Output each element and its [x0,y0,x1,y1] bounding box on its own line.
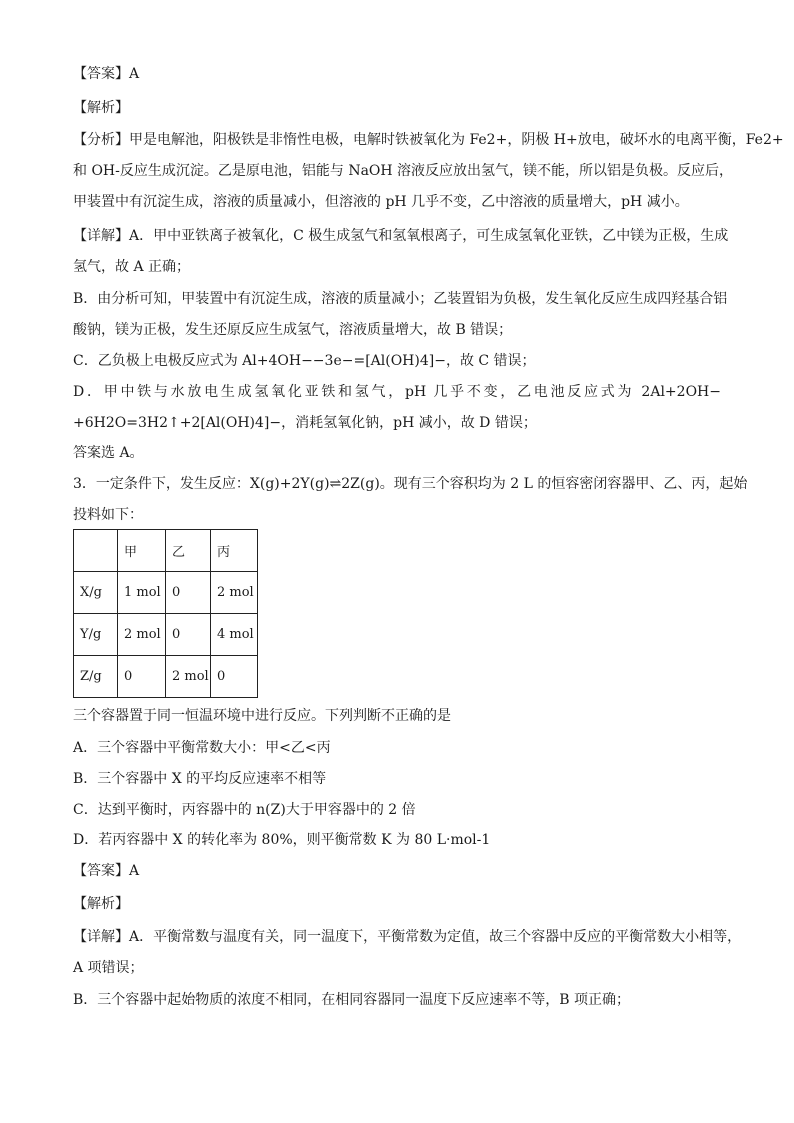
table-cell: 2 mol [166,656,211,698]
analysis-heading: 【解析】 [73,100,129,116]
detail-line-b: 酸钠，镁为正极，发生还原反应生成氢气，溶液质量增大，故 B 错误； [73,322,513,338]
answer-label: 【答案】A [73,863,140,879]
table-cell: 0 [166,614,211,656]
question-3-stem: 投料如下： [73,507,143,523]
table-header-cell: 甲 [118,530,166,572]
question-3-stem: 3．一定条件下，发生反应：X(g)+2Y(g)⇌2Z(g)。现有三个容积均为 2 L 的恒容密闭容器甲、乙、丙，起始 [73,476,748,492]
option-b: B．三个容器中 X 的平均反应速率不相等 [73,771,327,787]
option-d: D．若丙容器中 X 的转化率为 80%，则平衡常数 K 为 80 L·mol-1 [73,832,491,848]
analysis-line: 甲装置中有沉淀生成，溶液的质量减小，但溶液的 pH 几乎不变，乙中溶液的质量增大，pH 减小。 [73,194,689,210]
question-3-condition: 三个容器置于同一恒温环境中进行反应。下列判断不正确的是 [73,708,451,724]
detail-line-c: C．乙负极上电极反应式为 Al+4OH−−3e−=[Al(OH)4]−，故 C 错误； [73,353,536,369]
detail-line-b: B．由分析可知，甲装置中有沉淀生成，溶液的质量减小；乙装置铝为负极，发生氧化反应生成四羟基合铝 [73,291,728,307]
detail-line-b: B．三个容器中起始物质的浓度不相同，在相同容器同一温度下反应速率不等，B 项正确； [73,992,631,1008]
table-cell: Y/g [74,614,118,656]
option-a: A．三个容器中平衡常数大小：甲<乙<丙 [73,740,331,756]
option-c: C．达到平衡时，丙容器中的 n(Z)大于甲容器中的 2 倍 [73,802,416,818]
detail-line: 【详解】A．甲中亚铁离子被氧化，C 极生成氢气和氢氧根离子，可生成氢氧化亚铁，乙中镁为正极，生成 [73,228,729,244]
table-header-cell: 乙 [166,530,211,572]
table-cell: 2 mol [211,572,258,614]
table-cell: 1 mol [118,572,166,614]
analysis-heading: 【解析】 [73,896,129,912]
detail-line-a: A 项错误； [73,960,144,976]
table-header-row [74,530,258,572]
detail-line-d: D．甲中铁与水放电生成氢氧化亚铁和氢气，pH 几乎不变，乙电池反应式为 2Al+2OH− [73,384,721,400]
table-header-cell [74,530,118,572]
table-cell: 0 [118,656,166,698]
analysis-line: 和 OH-反应生成沉淀。乙是原电池，铝能与 NaOH 溶液反应放出氢气，镁不能，所以铝是负极。反应后， [73,163,734,179]
analysis-line: 【分析】甲是电解池，阳极铁是非惰性电极，电解时铁被氧化为 Fe2+，阴极 H+放电，破坏水的电离平衡，Fe2+ [73,132,784,148]
table-row [74,614,258,656]
answer-label: 【答案】A [73,66,140,82]
detail-line-a: 【详解】A．平衡常数与温度有关，同一温度下，平衡常数为定值，故三个容器中反应的平衡常数大小相等， [73,929,742,945]
table-cell: 2 mol [118,614,166,656]
detail-line-d: +6H2O=3H2↑+2[Al(OH)4]−，消耗氢氧化钠，pH 减小，故 D 错误； [73,415,537,431]
detail-line: 氢气，故 A 正确； [73,259,191,275]
feed-table [73,529,258,698]
table-cell: 0 [166,572,211,614]
table-cell: Z/g [74,656,118,698]
table-row [74,572,258,614]
table-row [74,656,258,698]
table-cell: 0 [211,656,258,698]
table-cell: 4 mol [211,614,258,656]
final-answer: 答案选 A。 [73,445,144,461]
table-header-cell: 丙 [211,530,258,572]
table-cell: X/g [74,572,118,614]
